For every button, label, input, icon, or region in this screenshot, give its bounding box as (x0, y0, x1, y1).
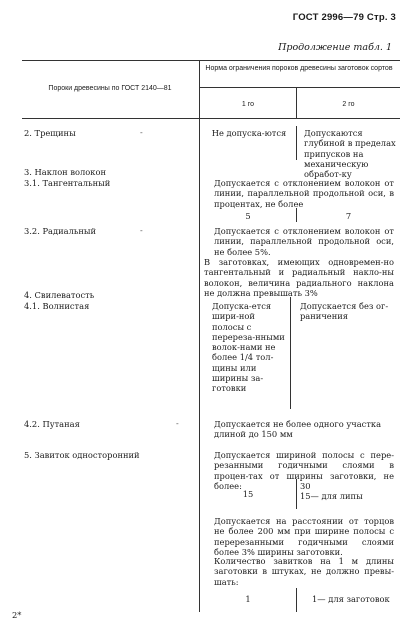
curl-text-3: Количество завитков на 1 м длины заготовки в штуках, не должно превы-шать: (214, 556, 394, 587)
wavy-sort1: Допуска-ется шири-ной полосы с перереза-нными волок-нами не более 1/4 тол-щины или ширины за-готовки (212, 301, 285, 394)
tangential-text: Допускается с отклонением волокон от линии, параллельной продольной оси, в процентах, не более (214, 178, 394, 209)
row-label-twist: 4. Свилеватость (24, 290, 95, 300)
row-dash-tangled: - (176, 419, 179, 428)
header-bottom-rule (22, 118, 400, 119)
cracks-sort1: Не допуска-ются (211, 128, 287, 138)
curl-value-sort2-b: 15— для липы (300, 491, 363, 501)
curl-text-1: Допускается шириной полосы с пере-резанными годичными слоями в процен-тах от ширины заготовки, не более: (214, 450, 394, 491)
curl-value-sort2-a: 30 (300, 481, 311, 491)
column-header-norm: Норма ограничения пороков древесины заготовок сортов (205, 65, 393, 72)
row-dash-cracks: - (140, 128, 143, 137)
curl-count-sort1: 1 (245, 594, 251, 604)
header-mid-rule (200, 87, 400, 88)
cracks-sort-divider (296, 126, 297, 160)
tangential-value-sort1: 5 (245, 211, 251, 221)
curl-value-sort1: 15 (242, 489, 254, 499)
row-label-radial: 3.2. Радиальный (24, 226, 97, 236)
wavy-sort2: Допускается без ог-раничения (300, 301, 389, 322)
column-header-defects: Пороки древесины по ГОСТ 2140—81 (48, 85, 172, 92)
row-label-wavy: 4.1. Волнистая (24, 301, 90, 311)
table-top-rule (22, 60, 400, 61)
tangled-text: Допускается не более одного участка длиной до 150 мм (214, 419, 382, 440)
table-continuation-label: Продолжение табл. 1 (278, 42, 392, 53)
curl-sort-divider (296, 479, 297, 509)
curl-count-divider (296, 588, 297, 612)
column-header-sort1: 1 го (241, 101, 255, 108)
row-label-slope: 3. Наклон волокон (24, 167, 106, 177)
curl-count-sort2: 1— для заготовок (312, 594, 390, 604)
curl-text-2: Допускается на расстоянии от торцов не более 200 мм при ширине полосы с перерезанными годичными слоями более 3% ширины заготовки. (214, 516, 394, 557)
radial-text-2: В заготовках, имеющих одновремен-но тангентальный и радиальный накло-ны волокон, величина радиального наклона не должна превышать 3% (204, 257, 394, 298)
row-dash-radial: - (140, 226, 143, 235)
column-header-sort2: 2 го (342, 101, 355, 108)
row-label-tangential: 3.1. Тангентальный (24, 178, 111, 188)
column-divider-main (199, 60, 200, 612)
tangential-value-sort2: 7 (345, 211, 352, 221)
radial-text-1: Допускается с отклонением волокон от линии, параллельной продольной оси, не более 5%. (214, 226, 394, 257)
row-label-cracks: 2. Трещины (24, 128, 76, 138)
page-header: ГОСТ 2996—79 Стр. 3 (292, 12, 396, 23)
row-label-curl: 5. Завиток односторонний (24, 450, 140, 460)
row-label-tangled: 4.2. Путаная (24, 419, 80, 429)
page-signature-mark: 2* (12, 610, 22, 620)
wavy-sort-divider (290, 297, 291, 409)
cracks-sort2: Допускаются глубиной в пределах припусков на механическую обработ-ку (304, 128, 396, 180)
